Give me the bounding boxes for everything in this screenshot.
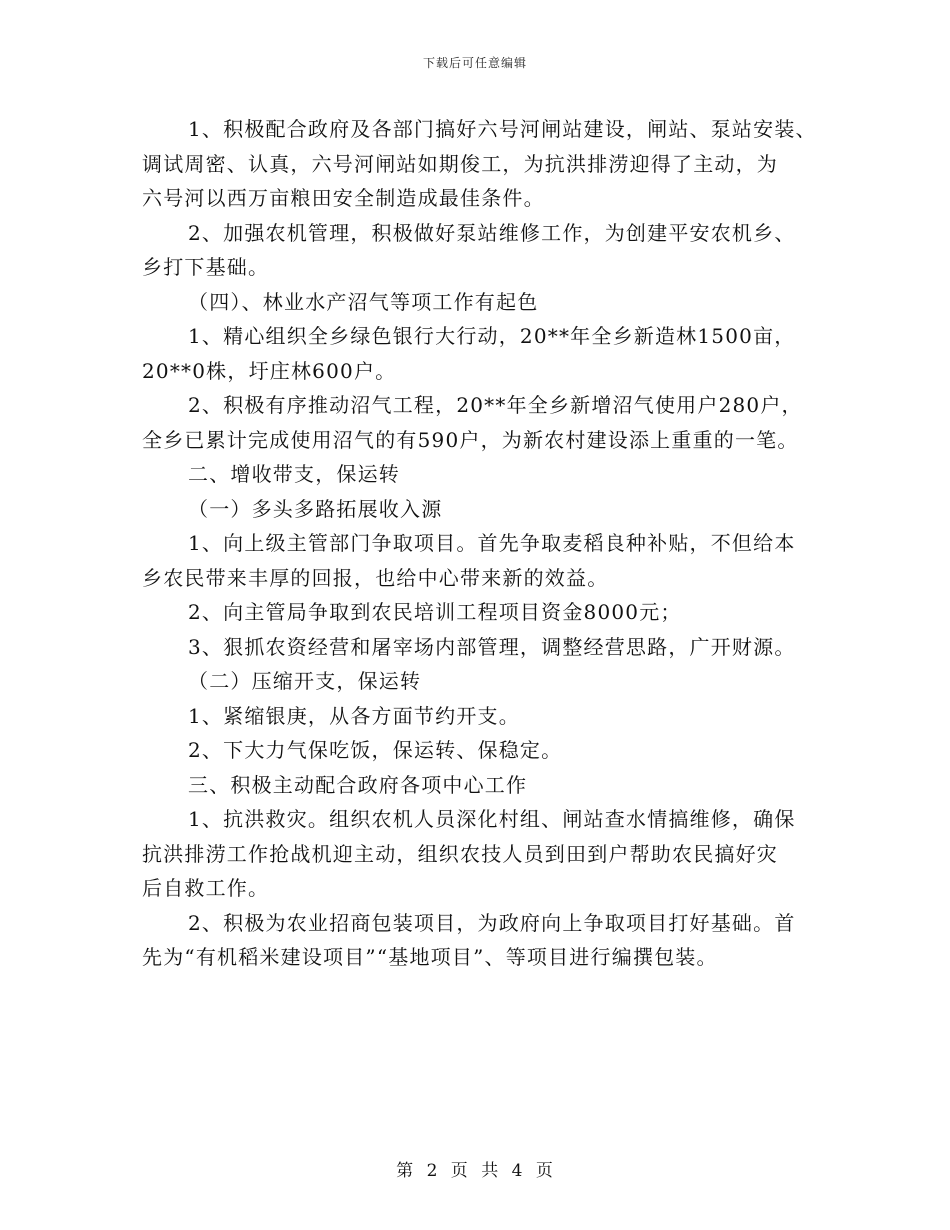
page-header-note: 下载后可任意编辑 [422,56,527,70]
paragraph-5 [142,526,822,595]
paragraph-line: 全乡已累计完成使用沼气的有590户，为新农村建设添上重重的一笔。 [142,427,799,452]
heading-line: （一）多头多路拓展收入源 [188,496,443,521]
paragraph-line: 20**0株，圩庄林600户。 [142,358,397,383]
paragraph-line: 六号河以西万亩粮田安全制造成最佳条件。 [142,186,545,210]
paragraph-line: 2、向主管局争取到农民培训工程项目资金8000元； [188,600,682,624]
subsection-heading-2 [142,664,822,699]
paragraph-line: 1、向上级主管部门争取项目。首先争取麦稻良种补贴，不但给本 [188,531,796,555]
paragraph-line: 乡农民带来丰厚的回报，也给中心带来新的效益。 [142,565,609,590]
paragraph-3 [142,319,822,388]
paragraph-9 [142,733,822,768]
section-heading-3 [142,768,822,803]
paragraph-line: 先为“有机稻米建设项目”“基地项目”、等项目进行编撰包装。 [142,945,718,969]
heading-line: （二）压缩开支，保运转 [188,669,422,693]
paragraph-line: 1、紧缩银庚，从各方面节约开支。 [188,703,520,728]
subsection-heading-1 [142,492,822,527]
heading-line: （四）、林业水产沼气等项工作有起色 [188,289,539,314]
paragraph-6 [142,595,822,630]
paragraph-10 [142,802,822,906]
paragraph-line: 2、积极为农业招商包装项目，为政府向上争取项目打好基础。首 [188,910,796,935]
paragraph-line: 3、狠抓农资经营和屠宰场内部管理，调整经营思路，广开财源。 [188,634,796,659]
paragraph-line: 2、积极有序推动沼气工程，20**年全乡新增沼气使用户280户， [188,393,803,417]
document-body [142,112,822,975]
paragraph-line: 1、抗洪救灾。组织农机人员深化村组、闸站查水情搞维修，确保 [188,807,796,831]
heading-line: 三、积极主动配合政府各项中心工作 [188,772,528,797]
paragraph-line: 后自救工作。 [142,876,270,900]
paragraph-line: 抗洪排涝工作抢战机迎主动，组织农技人员到田到户帮助农民搞好灾 [142,841,778,866]
paragraph-line: 调试周密、认真，六号河闸站如期俊工，为抗洪排涝迎得了主动，为 [142,151,778,176]
paragraph-8 [142,699,822,734]
paragraph-2 [142,216,822,285]
heading-line: 二、增收带支，保运转 [188,462,400,486]
paragraph-1 [142,112,822,216]
paragraph-line: 2、加强农机管理，积极做好泵站维修工作，为创建平安农机乡、 [188,220,796,245]
paragraph-11 [142,906,822,975]
paragraph-line: 1、精心组织全乡绿色银行大行动，20**年全乡新造林1500亩， [188,324,796,348]
paragraph-4 [142,388,822,457]
paragraph-line: 1、积极配合政府及各部门搞好六号河闸站建设，闸站、泵站安装、 [188,117,817,141]
paragraph-line: 2、下大力气保吃饭，保运转、保稳定。 [188,738,563,762]
section-heading-4 [142,285,822,320]
section-heading-2 [142,457,822,492]
page-number-footer: 第 2 页 共 4 页 [396,1161,554,1181]
paragraph-7 [142,630,822,665]
paragraph-line: 乡打下基础。 [142,255,270,279]
